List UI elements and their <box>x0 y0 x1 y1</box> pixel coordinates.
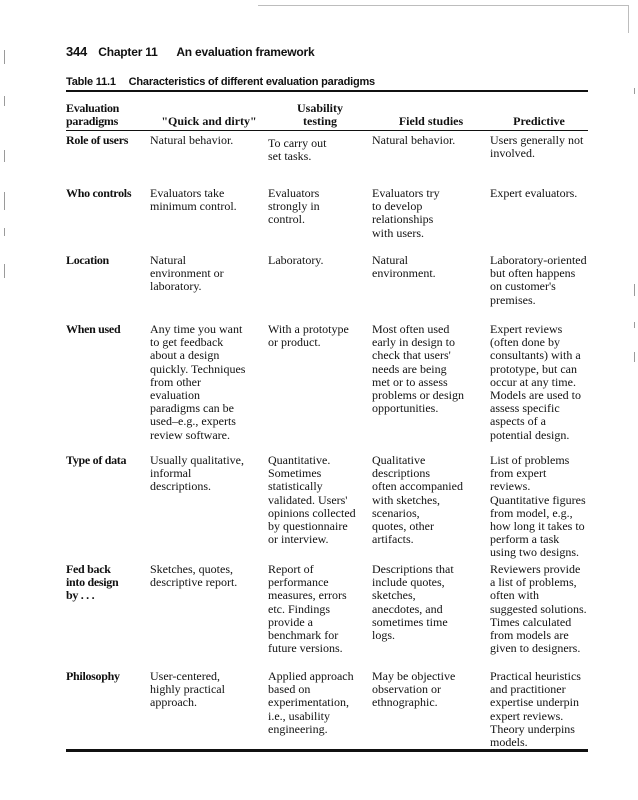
table-title: Characteristics of different evaluation paradigms <box>128 76 375 88</box>
cell-field-studies: May be objective observation or ethnographic. <box>372 669 456 710</box>
cell-predictive: Users generally not involved. <box>490 133 584 161</box>
row-label: Fed back into design by . . . <box>66 562 119 603</box>
margin-mark <box>4 192 5 210</box>
scan-edge-rule-top <box>258 5 628 6</box>
cell-quick-and-dirty: Natural behavior. <box>150 133 234 147</box>
cell-quick-and-dirty: Sketches, quotes, descriptive report. <box>150 562 238 590</box>
cell-predictive: Practical heuristics and practitioner expertise underpin expert reviews. Theory underpins models. <box>490 669 581 750</box>
cell-usability-testing: To carry out set tasks. <box>268 136 327 164</box>
margin-mark <box>634 322 635 328</box>
cell-quick-and-dirty: Usually qualitative, informal descriptions. <box>150 453 244 494</box>
header-field-studies: Field studies <box>398 114 464 128</box>
cell-predictive: Expert evaluators. <box>490 186 578 200</box>
cell-field-studies: Qualitative descriptions often accompanied with sketches, scenarios, quotes, other artifacts. <box>372 453 463 547</box>
scan-edge-rule-right <box>628 5 629 33</box>
row-label: Who controls <box>66 186 132 200</box>
table-row-location <box>66 254 588 323</box>
cell-usability-testing: Report of performance measures, errors etc. Findings provide a benchmark for future versions. <box>268 562 347 656</box>
page-number: 344 <box>66 44 88 59</box>
header-evaluation-paradigms: Evaluation paradigms <box>66 101 120 128</box>
cell-field-studies: Natural behavior. <box>372 133 456 147</box>
header-predictive: Predictive <box>513 114 565 128</box>
margin-mark <box>4 50 5 64</box>
row-label: When used <box>66 322 121 336</box>
header-usability-testing: Usability testing <box>296 101 343 128</box>
cell-usability-testing: Evaluators strongly in control. <box>268 186 320 227</box>
table-row-type-of-data <box>66 454 588 563</box>
chapter-label <box>98 45 157 59</box>
cell-field-studies: Most often used early in design to check that users' needs are being met or to assess problems or design opportunities. <box>372 322 464 416</box>
cell-predictive: Expert reviews (often done by consultants) with a prototype, but can occur at any time. Models are used to assess specific aspects of a potential design. <box>490 322 581 442</box>
cell-usability-testing: Applied approach based on experimentation, i.e., usability engineering. <box>268 669 354 736</box>
chapter-title: An evaluation framework <box>176 45 315 59</box>
row-label: Philosophy <box>66 669 120 683</box>
row-label: Role of users <box>66 133 129 147</box>
cell-field-studies: Descriptions that include quotes, sketches, anecdotes, and sometimes time logs. <box>372 562 454 643</box>
cell-quick-and-dirty: User-centered, highly practical approach. <box>150 669 225 710</box>
margin-mark <box>4 96 5 106</box>
row-label: Location <box>66 253 109 267</box>
cell-field-studies: Evaluators try to develop relationships with users. <box>372 186 440 240</box>
cell-usability-testing: With a prototype or product. <box>268 322 349 350</box>
table-row-philosophy <box>66 670 588 749</box>
running-head <box>66 44 314 59</box>
cell-usability-testing: Laboratory. <box>268 253 324 267</box>
chapter-number: Chapter 11 <box>98 45 158 59</box>
table-label: Table 11.1 <box>66 76 116 88</box>
margin-mark <box>4 264 5 278</box>
cell-quick-and-dirty: Evaluators take minimum control. <box>150 186 237 214</box>
cell-quick-and-dirty: Any time you want to get feedback about a design quickly. Techniques from other evaluation paradigms can be used–e.g., experts review software. <box>150 322 246 442</box>
cell-usability-testing: Quantitative. Sometimes statistically validated. Users' opinions collected by questionnaire or interview. <box>268 453 356 547</box>
margin-mark <box>634 88 635 94</box>
row-label: Type of data <box>66 453 127 467</box>
margin-mark <box>4 150 5 162</box>
header-quick-and-dirty: "Quick and dirty" <box>161 114 257 128</box>
table-header-row <box>66 92 588 130</box>
cell-predictive: Reviewers provide a list of problems, often with suggested solutions. Times calculated from models are given to designers. <box>490 562 587 656</box>
table-row-fed-back-into-design <box>66 563 588 670</box>
table-row-who-controls <box>66 187 588 254</box>
evaluation-paradigms-table <box>66 90 588 752</box>
table-bottom-rule <box>66 749 588 752</box>
cell-predictive: Laboratory-oriented but often happens on customer's premises. <box>490 253 587 307</box>
margin-mark <box>4 228 5 236</box>
cell-predictive: List of problems from expert reviews. Quantitative figures from model, e.g., how long it takes to perform a task using two designs. <box>490 453 586 560</box>
table-caption <box>66 76 375 88</box>
cell-field-studies: Natural environment. <box>372 253 436 281</box>
cell-quick-and-dirty: Natural environment or laboratory. <box>150 253 224 294</box>
table-row-role-of-users <box>66 131 588 187</box>
margin-mark <box>634 352 635 362</box>
margin-mark <box>634 284 635 296</box>
table-row-when-used <box>66 323 588 454</box>
